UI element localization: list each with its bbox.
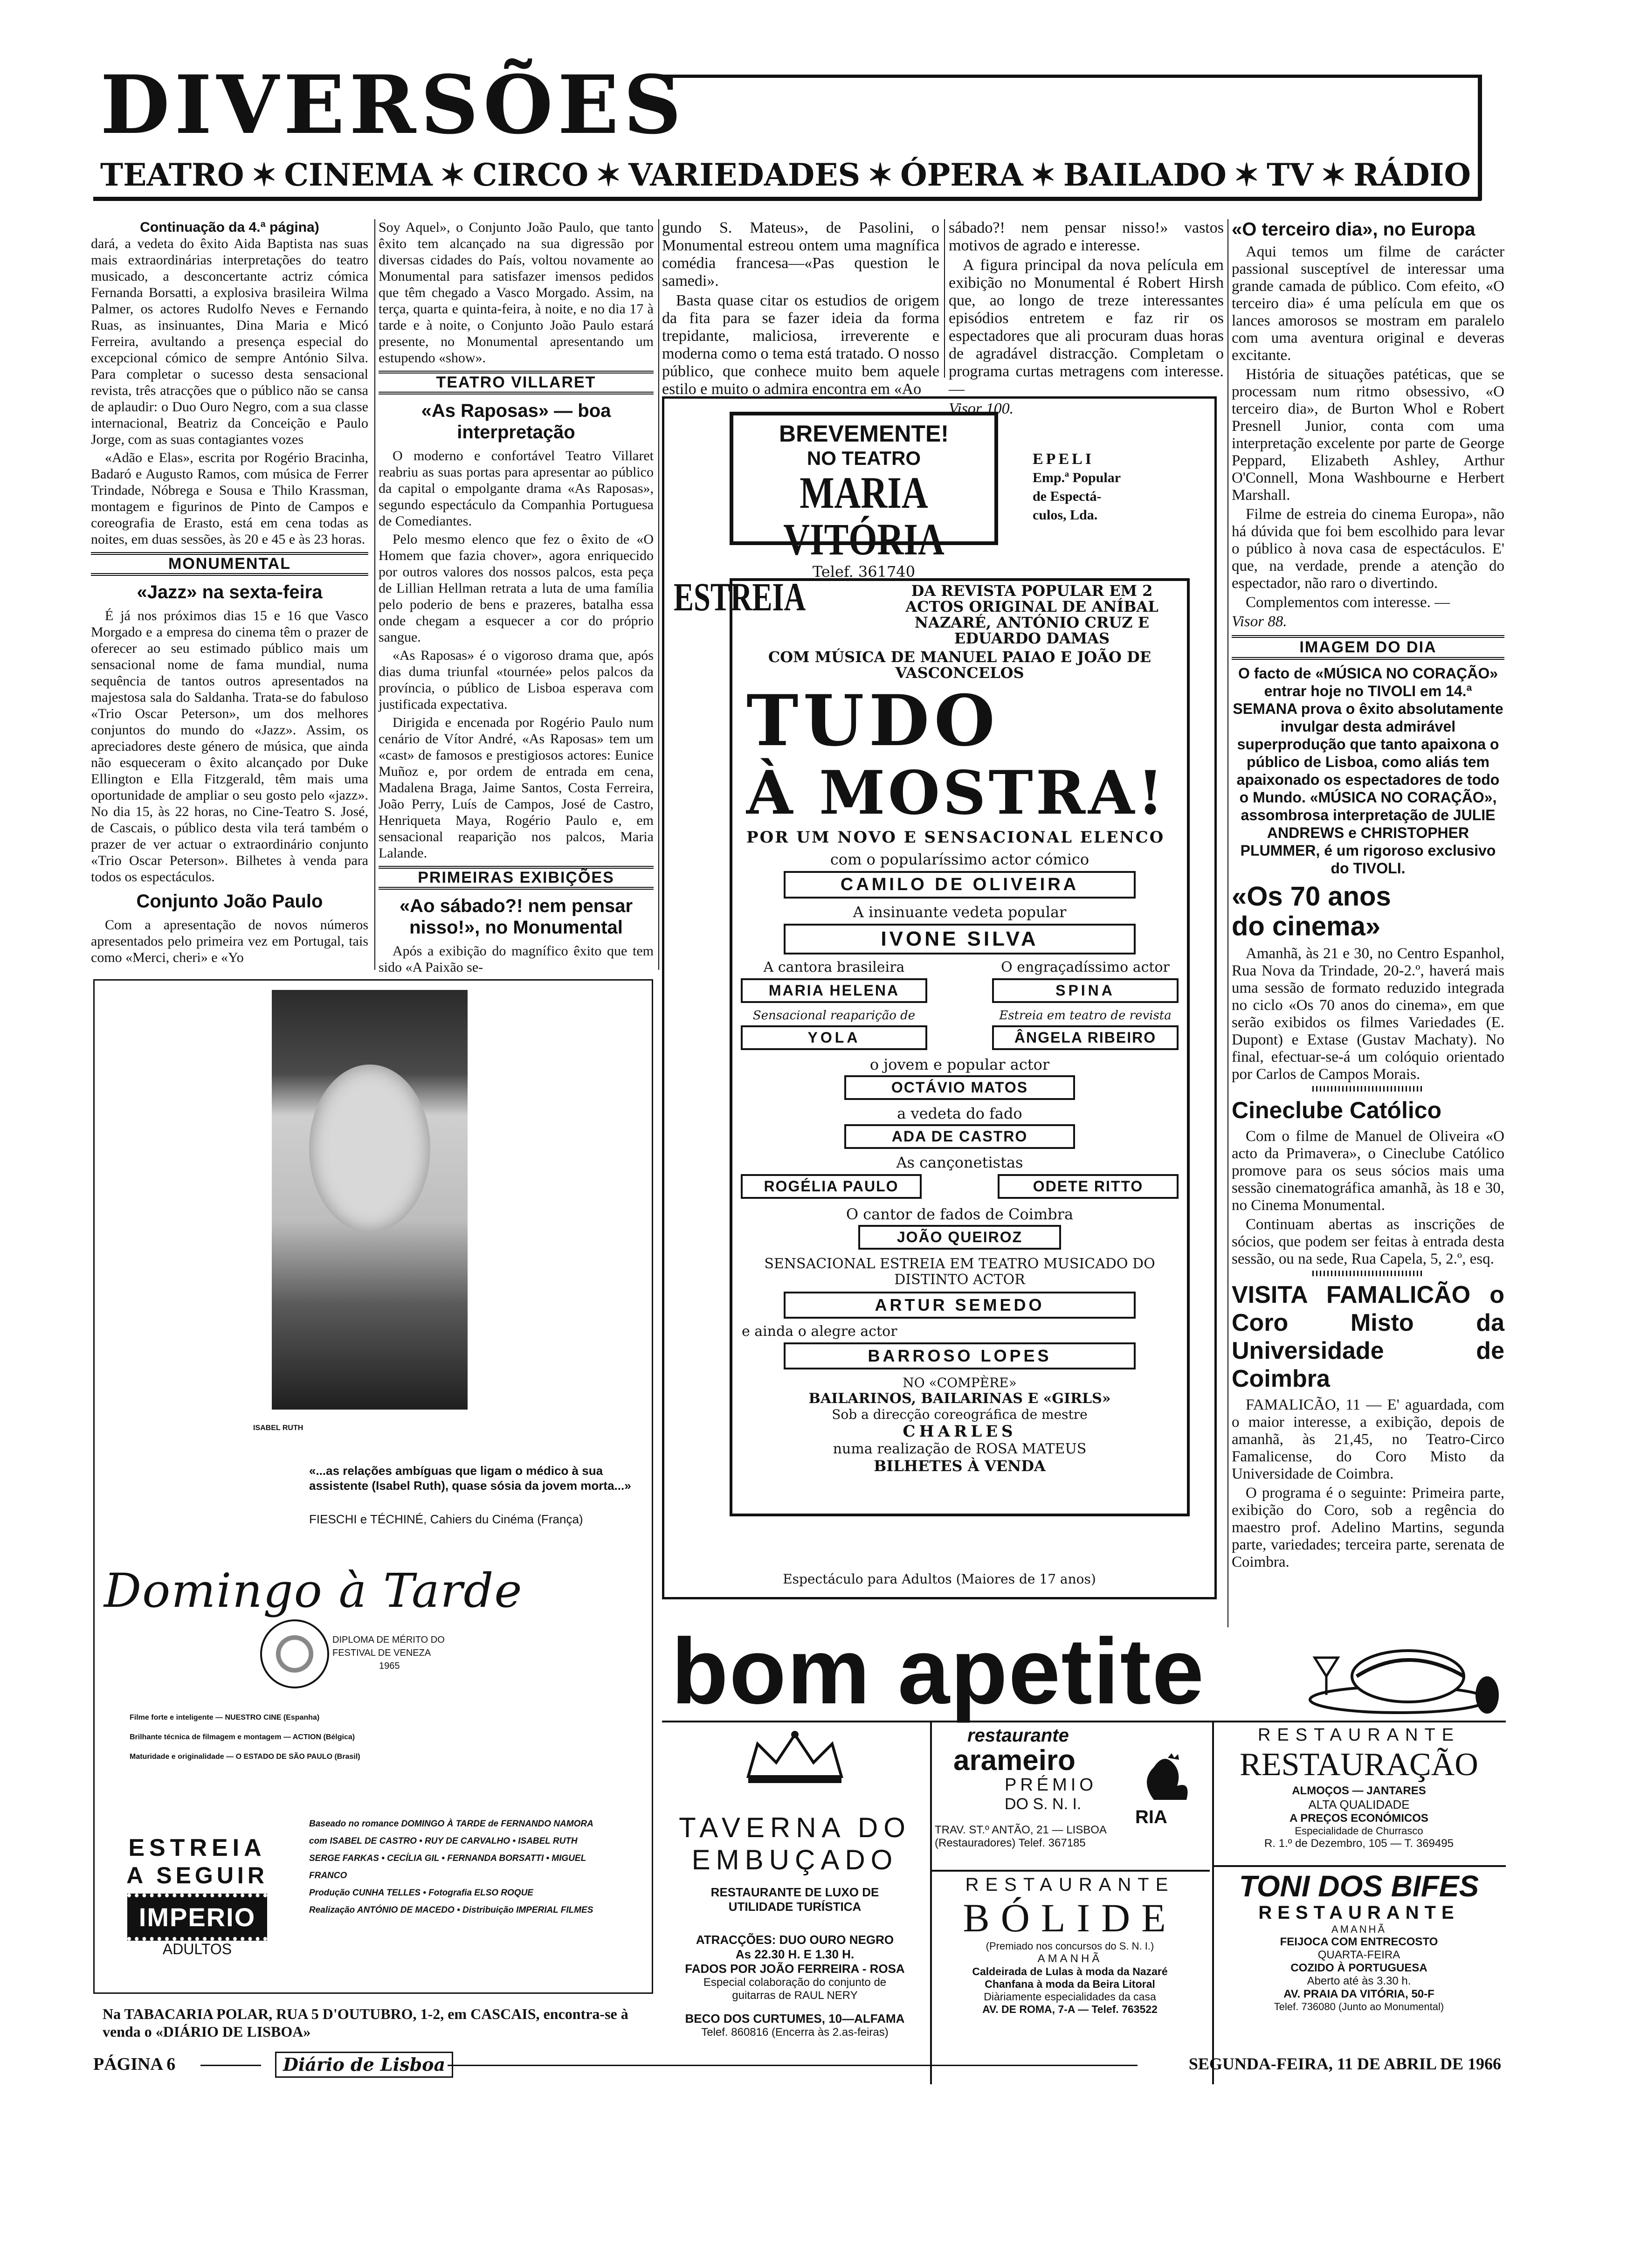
bolide-premio: (Premiado nos concursos do S. N. I.) <box>986 1940 1154 1952</box>
award-line: 1965 <box>379 1661 400 1671</box>
cast-maria-helena: MARIA HELENA <box>741 978 927 1003</box>
category-radio: RÁDIO <box>1353 157 1471 193</box>
cast-line: O engraçadíssimo actor <box>1001 959 1170 975</box>
credit-line: Baseado no romance DOMINGO À TARDE de FERNANDO NAMORA <box>309 1819 593 1829</box>
row-rule <box>1212 1865 1506 1867</box>
taverna-telephone: Telef. 860816 (Encerra às 2.as-feiras) <box>701 2026 889 2039</box>
film-title: Domingo à Tarde <box>104 1563 523 1618</box>
cast-cell <box>741 1009 927 1050</box>
taverna-fados: FADOS POR JOÃO FERREIRA - ROSA <box>685 1962 905 1976</box>
restauracao-line: Especialidade de Churrasco <box>1295 1825 1423 1837</box>
toni-address: AV. PRAIA DA VITÓRIA, 50-F <box>1283 1988 1434 2000</box>
bolide-name: BÓLIDE <box>963 1895 1177 1940</box>
bolide-ad <box>935 1874 1205 2016</box>
restauracao-line: ALTA QUALIDADE <box>1308 1798 1410 1812</box>
toni-line: COZIDO À PORTUGUESA <box>1290 1962 1427 1974</box>
column-rule <box>1212 1721 1214 2084</box>
toni-label: RESTAURANTE <box>1258 1902 1460 1923</box>
credit-line: SERGE FARKAS • CECÍLIA GIL • FERNANDA BORSATTI • MIGUEL FRANCO <box>309 1853 586 1881</box>
cast-line: A cantora brasileira <box>763 959 905 975</box>
compere-line: Sob a direcção coreográfica de mestre <box>832 1407 1088 1422</box>
show-title-1: TUDO <box>746 680 1000 762</box>
ao-sabado-text: Após a exibição do magnífico êxito que tem sido «A Paixão se- <box>379 943 654 975</box>
footer-rule <box>200 2065 261 2066</box>
press-quote: Maturidade e originalidade — O ESTADO DE SÃO PAULO (Brasil) <box>130 1753 360 1761</box>
category-circo: CIRCO <box>472 157 589 193</box>
cast-yola: YOLA <box>741 1025 927 1050</box>
restauracao-line: ALMOÇOS — JANTARES <box>1292 1784 1426 1797</box>
column-1 <box>91 219 368 968</box>
cast-line: O cantor de fados de Coimbra <box>846 1205 1074 1223</box>
cineclube-text-1: Com o filme de Manuel de Oliveira «O acto da Primavera», o Cineclube Católico promove para os seus sócios mais uma sessão cinematográfica amanhã, às 18 e 30, no Cinema Monumental. <box>1232 1128 1504 1214</box>
show-title-2: À MOSTRA! <box>746 758 1166 828</box>
ria-label: RIA <box>1135 1807 1167 1827</box>
star-separator-icon: ✶ <box>1234 157 1260 193</box>
column-rule <box>374 219 375 970</box>
article-headline-70-anos <box>1232 882 1504 941</box>
restauracao-ad <box>1217 1725 1501 1850</box>
rooster-icon <box>1135 1753 1196 1805</box>
restauracao-name: RESTAURAÇÃO <box>1240 1747 1478 1783</box>
taverna-address: BECO DOS CURTUMES, 10—ALFAMA <box>685 2012 905 2026</box>
cast-barroso: BARROSO LOPES <box>784 1342 1136 1369</box>
column-rule <box>1227 219 1228 1627</box>
imagem-do-dia-text: O facto de «MÚSICA NO CORAÇÃO» entrar hoje no TIVOLI em 14.ª SEMANA prova o êxito absolutamente invulgar desta admirável superprodução que tanto apaixona o público de Lisboa, como aliás tem apaixonado os espectadores de todo o Mundo. «MÚSICA NO CORAÇÃO», assombrosa interpretação de JULIE ANDREWS e CHRISTOPHER PLUMMER, é um rigoroso exclusivo do TIVOLI. <box>1233 665 1503 877</box>
taverna-sub: RESTAURANTE DE LUXO DE UTILIDADE TURÍSTICA <box>710 1885 879 1914</box>
hatch-divider <box>1312 1271 1424 1276</box>
toni-telephone: Telef. 736080 (Junto ao Monumental) <box>1274 2001 1444 2012</box>
column-rule <box>930 1721 932 2084</box>
theatre-name-box <box>730 412 998 581</box>
adults-label: ADULTOS <box>162 1941 232 1957</box>
cast-angela: ÂNGELA RIBEIRO <box>992 1025 1179 1050</box>
article-headline-joao-paulo: Conjunto João Paulo <box>136 891 323 912</box>
theatre-ad <box>662 396 1217 1599</box>
star-separator-icon: ✶ <box>595 157 621 193</box>
cinema-logo <box>127 1894 267 1941</box>
famalicao-text-2: O programa é o seguinte: Primeira parte, exibição do Coro, sob a regência do maestro prof. Adelino Martins, segunda parte, variedades; terceira parte, serenata de Coimbra. <box>1232 1485 1504 1570</box>
arameiro-premio: PRÉMIO <box>1005 1775 1097 1795</box>
terceiro-dia-text-4: Complementos com interesse. — <box>1246 594 1450 611</box>
arameiro-address: TRAV. ST.º ANTÃO, 21 — LISBOA <box>935 1824 1107 1836</box>
cast-line: Sensacional reaparição de <box>752 1009 916 1023</box>
bolide-amanha: AMANHÃ <box>1037 1952 1103 1965</box>
bolide-dish: Caldeirada de Lulas à moda da Nazaré <box>972 1965 1168 1978</box>
star-separator-icon: ✶ <box>867 157 893 193</box>
column-3 <box>662 219 939 400</box>
article-headline-cineclube: Cineclube Católico <box>1232 1097 1442 1123</box>
joao-paulo-continued: Soy Aquel», o Conjunto João Paulo, que tanto êxito tem alcançado na sua digressão por diversas cidades do País, voltou novamente ao Monumental para satisfazer imensos pedidos que têm chegado a Vasco Morgado. Assim, na terça, quarta e quinta-feira, à noite, e no dia 17 à tarde e à noite, o Conjunto João Paulo estará presente, no Monumental apresentando um estupendo «show». <box>379 220 654 366</box>
press-quotes <box>130 1708 360 1767</box>
revue-intro: DA REVISTA POPULAR EM 2 ACTOS ORIGINAL DE ANÍBAL NAZARÉ, ANTÓNIO CRUZ E EDUARDO DAMAS <box>905 582 1158 647</box>
restaurant-grid-rule <box>662 1721 1506 1722</box>
credit-line: Produção CUNHA TELLES • Fotografia ELSO ROQUE <box>309 1888 533 1898</box>
toni-ad <box>1217 1870 1501 2013</box>
arameiro-label: restaurante <box>967 1725 1069 1746</box>
terceiro-dia-text-2: História de situações patéticas, que se processam num ritmo obsessivo, «O terceiro dia», de Burton Whol e Robert Presnell Junior, conta com uma interpretação excelente por parte de George Peppard, Elizabeth Ashley, Arthur O'Connell, Mona Washbourne e Herbert Marshall. <box>1232 366 1504 504</box>
arameiro-sni: DO S. N. I. <box>1005 1795 1082 1813</box>
toni-line: Aberto até às 3.30 h. <box>1307 1975 1411 1987</box>
star-separator-icon: ✶ <box>251 157 277 193</box>
estreia-label: ESTREIA <box>128 1834 266 1861</box>
cineclube-text-2: Continuam abertas as inscrições de sócios, que podem ser feitas à entrada desta sessão, ou na sede, Rua Capela, 5, 2.º, esq. <box>1232 1216 1504 1267</box>
actress-photo <box>272 990 468 1410</box>
cast-cell <box>741 959 927 1003</box>
footer-rule <box>448 2065 1138 2066</box>
signature: Visor 100. <box>949 400 1014 417</box>
terceiro-dia-text-3: Filme de estreia do cinema Europa», não há dúvida que foi bem escolhido para levar o público à nova casa de espectáculos. E' que, na verdade, prende a atenção do espectador, não raro o divertindo. <box>1232 506 1504 592</box>
70-anos-text: Amanhã, às 21 e 30, no Centro Espanhol, Rua Nova da Trindade, 20-2.º, haverá mais uma sessão de formato reduzido integrada no ciclo «Os 70 anos do cinema», em que serão exibidos os filmes Variedades (E. Dupont) e Extase (Gustav Machaty). No final, efectuar-se-á um colóquio orientado por Carlos de Campos Morais. <box>1232 945 1504 1083</box>
cast-artur: ARTUR SEMEDO <box>784 1292 1136 1319</box>
toni-line: FEIJOCA COM ENTRECOSTO <box>1280 1936 1438 1948</box>
bolide-specials: Diàriamente especialidades da casa <box>984 1991 1156 2003</box>
credit-line: Realização ANTÓNIO DE MACEDO • Distribuição IMPERIAL FILMES <box>309 1905 593 1915</box>
taverna-ad <box>662 1725 928 2080</box>
masthead-bottom-rule <box>93 197 1482 201</box>
section-monumental: MONUMENTAL <box>91 552 368 576</box>
estreia-block <box>123 1834 272 1958</box>
press-quote: Brilhante técnica de filmagem e montagem — ACTION (Bélgica) <box>130 1733 355 1741</box>
column-rule <box>944 219 945 378</box>
article-headline-ao-sabado: «Ao sábado?! nem pensar nisso!», no Monumental <box>399 896 633 938</box>
photo-caption-source: FIESCHI e TÉCHINÉ, Cahiers du Cinéma (França) <box>309 1512 583 1526</box>
bom-apetite-banner: bom apetite <box>671 1619 1205 1723</box>
signature: Visor 88. <box>1232 613 1287 630</box>
category-opera: ÓPERA <box>900 157 1023 193</box>
cast-row <box>741 959 1179 1003</box>
taverna-name-2: EMBUÇADO <box>691 1844 898 1875</box>
cinema-name: IMPERIO <box>138 1902 256 1932</box>
photo-credit: ISABEL RUTH <box>253 1424 303 1432</box>
footer-date: SEGUNDA-FEIRA, 11 DE ABRIL DE 1966 <box>1188 2054 1501 2073</box>
compere-line: NO «COMPÈRE» <box>903 1375 1017 1390</box>
restauracao-label: RESTAURANTE <box>1257 1725 1461 1745</box>
cast-line: e ainda o alegre actor <box>742 1323 897 1340</box>
epeli-block <box>1033 450 1163 525</box>
toni-line: QUARTA-FEIRA <box>1317 1949 1400 1961</box>
famalicao-text-1: FAMALICÃO, 11 — E' aguardada, com o maior interesse, a exibição, depois de amanhã, às 21,45, no Teatro-Circo Famalicense, do Coro Misto da Universidade de Coimbra. <box>1232 1397 1504 1482</box>
epeli-line: culos, Lda. <box>1033 507 1098 523</box>
film-credits <box>309 1815 626 1919</box>
award-text <box>332 1633 445 1673</box>
cast-camilo: CAMILO DE OLIVEIRA <box>784 871 1136 899</box>
column-rule <box>658 219 659 970</box>
a-seguir-label: A SEGUIR <box>126 1862 268 1888</box>
elenco-label: POR UM NOVO E SENSACIONAL ELENCO <box>746 828 1165 847</box>
epeli-name: EPELI <box>1033 450 1095 468</box>
star-separator-icon: ✶ <box>1320 157 1346 193</box>
toni-name: TONI DOS BIFES <box>1239 1869 1479 1903</box>
restauracao-address: R. 1.º de Dezembro, 105 — T. 369495 <box>1264 1837 1454 1850</box>
category-variedades: VARIEDADES <box>628 157 861 193</box>
cast-line: o jovem e popular actor <box>869 1056 1050 1073</box>
theatre-name: MARIA VITÓRIA <box>783 468 945 564</box>
cast-cell <box>992 1009 1179 1050</box>
no-teatro-label: NO TEATRO <box>807 447 921 469</box>
tickets-label: BILHETES À VENDA <box>874 1457 1046 1475</box>
category-bailado: BAILADO <box>1063 157 1227 193</box>
continuation-note: Continuação da 4.ª página) <box>140 220 319 235</box>
raposas-text-3: «As Raposas» é o vigoroso drama que, após dias duma triunfal «tournée» pelos palcos da província, o público de Lisboa esperava com justificada expectativa. <box>379 648 654 712</box>
star-separator-icon: ✶ <box>440 157 466 193</box>
ao-sabado-text-3: A figura principal da nova película em exibição no Monumental é Robert Hirsh que, ao longo de treze interessantes episódios entretem e faz rir os espectadores que ali procuram duas horas de agradável distracção. Completam o programa curtas metragens com interesse. — <box>949 256 1224 398</box>
taverna-colab: Especial colaboração do conjunto de guitarras de RAUL NERY <box>703 1976 887 2002</box>
masthead <box>93 57 1492 205</box>
category-bar <box>100 157 1471 193</box>
restauracao-line: A PREÇOS ECONÓMICOS <box>1289 1812 1428 1825</box>
terceiro-dia-text-1: Aqui temos um filme de carácter passional susceptível de interessar uma grande camada de público. Com efeito, «O terceiro dia» é uma película em que os lances amorosos se mostram em paralelo com uma aventura original e deveras excitante. <box>1232 243 1504 364</box>
cast-octavio: OCTÁVIO MATOS <box>844 1075 1075 1100</box>
arameiro-telephone: (Restauradores) Telef. 367185 <box>935 1837 1086 1849</box>
face-shape <box>309 1065 430 1232</box>
photo-caption: «...as relações ambíguas que ligam o médico à sua assistente (Isabel Ruth), quase sósia da jovem morta...» <box>309 1464 631 1493</box>
award-medal-icon <box>260 1619 329 1688</box>
estreia-label: ESTREIA <box>674 574 806 619</box>
raposas-text-4: Dirigida e encenada por Rogério Paulo num cenário de Vítor André, «As Raposas» tem um «cast» de famosos e prestigiosos actores: Eunice Muñoz e, por ordem de entrada em cena, Madalena Braga, Jaime Santos, Costa Ferreira, João Perry, Luís de Campos, José de Castro, Henriqueta Maya, Rogério Paulo e, em sensacional reaparição nos palcos, Maria Lalande. <box>379 715 654 861</box>
direction-credit: numa realização de ROSA MATEUS <box>833 1441 1087 1457</box>
award-line: FESTIVAL DE VENEZA <box>332 1648 431 1658</box>
press-quote: Filme forte e inteligente — NUESTRO CINE (Espanha) <box>130 1714 320 1722</box>
film-ad <box>93 979 653 1994</box>
ao-sabado-continued: gundo S. Mateus», de Pasolini, o Monumental estreou ontem uma magnífica comédia francesa—«Pas question le samedi». <box>662 219 939 290</box>
joao-paulo-text: Com a apresentação de novos números apresentados pelo primeira vez em Portugal, tais como «Merci, cheri» e «Yo <box>91 917 368 965</box>
rooster-logo-icon <box>1135 1753 1196 1827</box>
raposas-text-1: O moderno e confortável Teatro Villaret reabriu as suas portas para apresentar ao público da capital o empolgante drama «As Raposas», segundo espectáculo da Companhia Portuguesa de Comediantes. <box>379 448 654 529</box>
column-2 <box>379 219 654 977</box>
arameiro-ad <box>935 1725 1205 1865</box>
adults-only-note: Espectáculo para Adultos (Maiores de 17 anos) <box>783 1571 1096 1587</box>
cast-line: SENSACIONAL ESTREIA EM TEATRO MUSICADO DO DISTINTO ACTOR <box>764 1256 1155 1288</box>
article-headline-famalicao: VISITA FAMALICÃO o Coro Misto da Universidade de Coimbra <box>1232 1281 1504 1392</box>
section-teatro-villaret: TEATRO VILLARET <box>379 371 654 394</box>
column-5 <box>1232 219 1504 1573</box>
tabacaria-notice: Na TABACARIA POLAR, RUA 5 D'OUTUBRO, 1-2, em CASCAIS, encontra-se à venda o «DIÁRIO DE LISBOA» <box>103 2005 628 2040</box>
ao-sabado-text-2: Basta quase citar os estudios de origem da fita para se fazer ideia da forma trepidante, maliciosa, irreverente e moderna como o tema está tratado. O nosso público, que conhece muito bem aquele estilo e muito o admira encontra em «Ao <box>662 292 939 398</box>
arameiro-name: arameiro <box>953 1744 1076 1777</box>
hatch-divider <box>1312 1086 1424 1092</box>
theatre-telephone: Telef. 361740 <box>812 563 916 581</box>
ao-sabado-continued-2: sábado?! nem pensar nisso!» vastos motivos de agrado e interesse. <box>949 219 1224 254</box>
cast-rogelia: ROGÉLIA PAULO <box>741 1174 922 1199</box>
category-tv: TV <box>1266 157 1314 193</box>
cast-odete: ODETE RITTO <box>998 1174 1179 1199</box>
paper-name: Diário de Lisboa <box>275 2052 453 2078</box>
award-line: DIPLOMA DE MÉRITO DO <box>332 1635 445 1645</box>
bolide-dish: Chanfana à moda da Beira Litoral <box>985 1978 1155 1990</box>
toni-amanha: AMANHÃ <box>1331 1923 1387 1935</box>
footer <box>93 2052 1501 2080</box>
taverna-attractions: ATRACÇÕES: DUO OURO NEGRO As 22.30 H. E 1.30 H. <box>696 1933 894 1961</box>
music-credit: COM MÚSICA DE MANUEL PAIAO E JOÃO DE VASCONCELOS <box>768 648 1151 682</box>
cast-row <box>741 1009 1179 1050</box>
crown-icon <box>739 1730 851 1786</box>
show-box <box>730 578 1190 1516</box>
row-rule <box>930 1870 1210 1872</box>
food-platter-icon <box>1305 1625 1501 1723</box>
revue-text-2: «Adão e Elas», escrita por Rogério Bracinha, Badaró e Augusto Ramos, com música de Ferrer Trindade, Nóbrega e Sousa e Thilo Krassman, montagem e figurinos de Pinto de Campos e coreografia de Erasto, está em cena todas as noites, em duas sessões, às 20 e 45 e às 23 horas. <box>91 450 368 547</box>
cast-ada: ADA DE CASTRO <box>844 1124 1075 1149</box>
section-imagem-do-dia: IMAGEM DO DIA <box>1232 635 1504 660</box>
category-cinema: CINEMA <box>284 157 433 193</box>
section-primeiras-exibicoes: PRIMEIRAS EXIBIÇÕES <box>379 866 654 890</box>
brevemente-label: BREVEMENTE! <box>779 421 949 447</box>
jazz-text: É já nos próximos dias 15 e 16 que Vasco Morgado e a empresa do cinema têm o prazer de oferecer ao seu estimado público mais um sensacional nome de fama mundial, numa sequência de tantos outros apresentados na majestosa sala do Saldanha. Trata-se do fabuloso «Trio Oscar Peterson», um dos melhores conjuntos do mundo do «Jazz». Assim, os apreciadores deste género de música, que ainda não esqueceram o êxito alcançado por Duke Ellington e Ella Fitzgerald, têm mais uma oportunidade de ampliar o seu gosto pelo «jazz». No dia 15, às 22 horas, no Cine-Teatro S. José, de Cascais, o público desta vila terá também o prazer de ver actuar o extraordinário conjunto «Trio Oscar Peterson». Bilhetes à venda para todos os espectáculos. <box>91 608 368 885</box>
raposas-text-2: Pelo mesmo elenco que fez o êxito de «O Homem que fazia chover», agora enriquecido por outros valores dos nossos palcos, esta peça de Lillian Hellman retrata a luta de uma família pelo poderio de bens e prazeres, batalha essa onde chegam a esquecer a cor do próprio sangue. <box>379 532 654 645</box>
cast-joao: JOÃO QUEIROZ <box>858 1225 1061 1250</box>
cast-cell <box>992 959 1179 1003</box>
restaurant-block <box>662 1620 1506 2087</box>
article-headline-jazz: «Jazz» na sexta-feira <box>137 582 323 602</box>
choreographer: CHARLES <box>903 1422 1017 1441</box>
bolide-address: AV. DE ROMA, 7-A — Telef. 763522 <box>982 2003 1158 2015</box>
cast-ivone: IVONE SILVA <box>784 924 1136 954</box>
cast-line: com o popularíssimo actor cómico <box>830 850 1089 868</box>
credit-line: com ISABEL DE CASTRO • RUY DE CARVALHO • ISABEL RUTH <box>309 1836 578 1846</box>
cast-line: As cançonetistas <box>896 1154 1023 1171</box>
taverna-name-1: TAVERNA DO <box>679 1812 911 1843</box>
cast-row <box>741 1174 1179 1199</box>
headline-line: «Os 70 anos <box>1232 881 1391 912</box>
column-4 <box>949 219 1224 418</box>
cast-spina: SPINA <box>992 978 1179 1003</box>
bolide-label: RESTAURANTE <box>965 1874 1175 1895</box>
category-teatro: TEATRO <box>100 157 244 193</box>
article-headline-raposas: «As Raposas» — boa interpretação <box>421 401 611 443</box>
headline-line: do cinema» <box>1232 911 1381 941</box>
cast-line: a vedeta do fado <box>897 1105 1022 1122</box>
page-number: PÁGINA 6 <box>93 2054 176 2074</box>
cast-line: Estreia em teatro de revista <box>999 1009 1172 1023</box>
article-headline-terceiro-dia: «O terceiro dia», no Europa <box>1232 219 1476 240</box>
masthead-title: DIVERSÕES <box>100 57 686 152</box>
compere-line: BAILARINOS, BAILARINAS E «GIRLS» <box>808 1390 1111 1407</box>
epeli-line: de Espectá- <box>1033 489 1102 504</box>
cast-line: A insinuante vedeta popular <box>853 903 1067 921</box>
revue-text: dará, a vedeta do êxito Aida Baptista nas suas mais extraordinárias interpretações do teatro musicado, a desconcertante actriz cómica Fernanda Borsatti, a explosiva brasileira Wilma Palmer, os actores Rudolfo Neves e Fernando Ruas, as insinuantes, Dina Maria e Micó Ferreira, avultando a presença especial do excepcional cómico de sempre António Silva. Para completar o sucesso desta sensacional revista, três atracções que o público não se cansa de aplaudir: o Duo Ouro Negro, com a sua classe internacional, Beatriz da Conceição e Paulo Jorge, com as suas contagiantes vozes <box>91 236 368 447</box>
star-separator-icon: ✶ <box>1030 157 1056 193</box>
epeli-line: Emp.ª Popular <box>1033 470 1121 485</box>
